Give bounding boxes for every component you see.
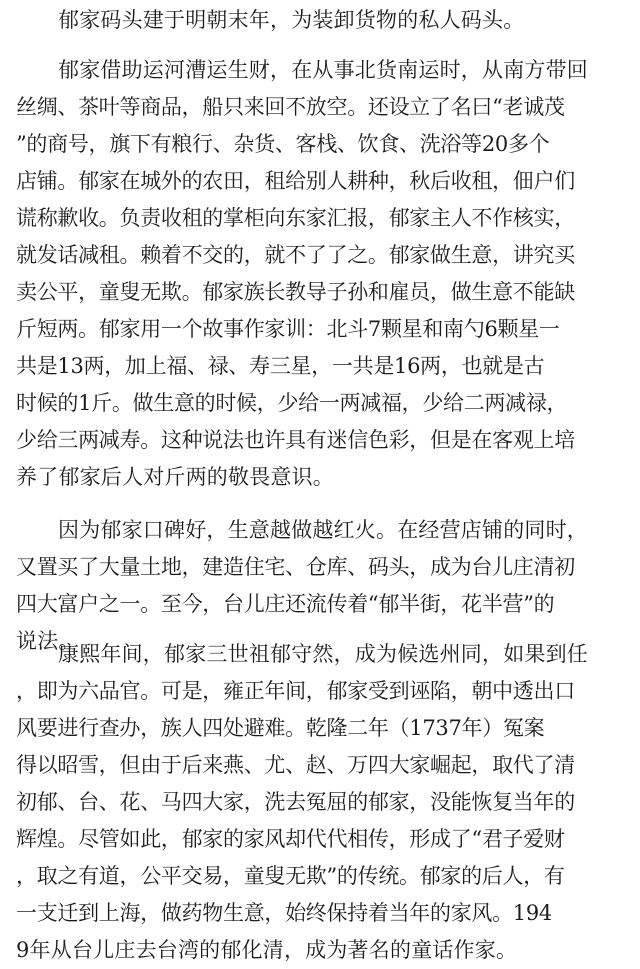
paragraph-line: 说法。 [16, 629, 80, 653]
paragraph-line: 又置买了大量土地，建造住宅、仓库、码头，成为台儿庄清初 [16, 555, 575, 579]
paragraph-line: 时候的1斤。做生意的时候，少给一两减福，少给二两减禄， [16, 391, 568, 415]
paragraph-line: 卖公平，童叟无欺。郁家族长教导子孙和雇员，做生意不能缺 [16, 280, 575, 304]
paragraph-line: 得以昭雪，但由于后来燕、尤、赵、万四大家崛起，取代了清 [16, 753, 575, 777]
paragraph-line: 郁家码头建于明朝末年，为装卸货物的私人码头。 [58, 8, 525, 32]
paragraph-line: 丝绸、茶叶等商品，船只来回不放空。还设立了名曰“老诚茂 [16, 95, 565, 119]
paragraph-line: 郁家借助运河漕运生财，在从事北货南运时，从南方带回 [58, 58, 588, 82]
paragraph-line: 初郁、台、花、马四大家，洗去冤屈的郁家，没能恢复当年的 [16, 790, 575, 814]
paragraph-line: ”的商号，旗下有粮行、杂货、客栈、饮食、洗浴等20多个 [16, 132, 550, 156]
paragraph-line: ，即为六品官。可是，雍正年间，郁家受到诬陷，朝中透出口 [16, 679, 575, 703]
paragraph-2 [0, 52, 640, 496]
paragraph-line: 少给三两减寿。这种说法也许具有迷信色彩，但是在客观上培 [16, 428, 575, 452]
paragraph-line: 辉煌。尽管如此，郁家的家风却代代相传，形成了“君子爱财 [16, 827, 565, 851]
paragraph-line: 谎称歉收。负责收租的掌柜向东家汇报，郁家主人不作核实， [16, 206, 575, 230]
paragraph-line: 一支迁到上海，做药物生意，始终保持着当年的家风。194 [16, 901, 552, 925]
paragraph-line: 因为郁家口碑好，生意越做越红火。在经营店铺的同时， [58, 518, 588, 542]
paragraph-line: 9年从台儿庄去台湾的郁化清，成为著名的童话作家。 [16, 938, 518, 962]
paragraph-line: 斤短两。郁家用一个故事作家训：北斗7颗星和南勺6颗星一 [16, 317, 560, 341]
paragraph-line: 养了郁家后人对斤两的敬畏意识。 [16, 465, 334, 489]
paragraph-line: 四大富户之一。至今，台儿庄还流传着“郁半街，花半营”的 [16, 592, 555, 616]
paragraph-line: 共是13两，加上福、禄、寿三星，一共是16两，也就是古 [16, 354, 545, 378]
paragraph-line: 店铺。郁家在城外的农田，租给别人耕种，秋后收租，佃户们 [16, 169, 575, 193]
paragraph-1 [0, 2, 640, 39]
paragraph-line: 风要进行查办，族人四处避难。乾隆二年（1737年）冤案 [16, 716, 545, 740]
paragraph-line: 就发话减租。赖着不交的，就不了了之。郁家做生意，讲究买 [16, 243, 575, 267]
paragraph-line: 康熙年间，郁家三世祖郁守然，成为候选州同，如果到任 [58, 642, 588, 666]
paragraph-4 [0, 636, 640, 969]
paragraph-line: ，取之有道，公平交易，童叟无欺”的传统。郁家的后人，有 [16, 864, 565, 888]
